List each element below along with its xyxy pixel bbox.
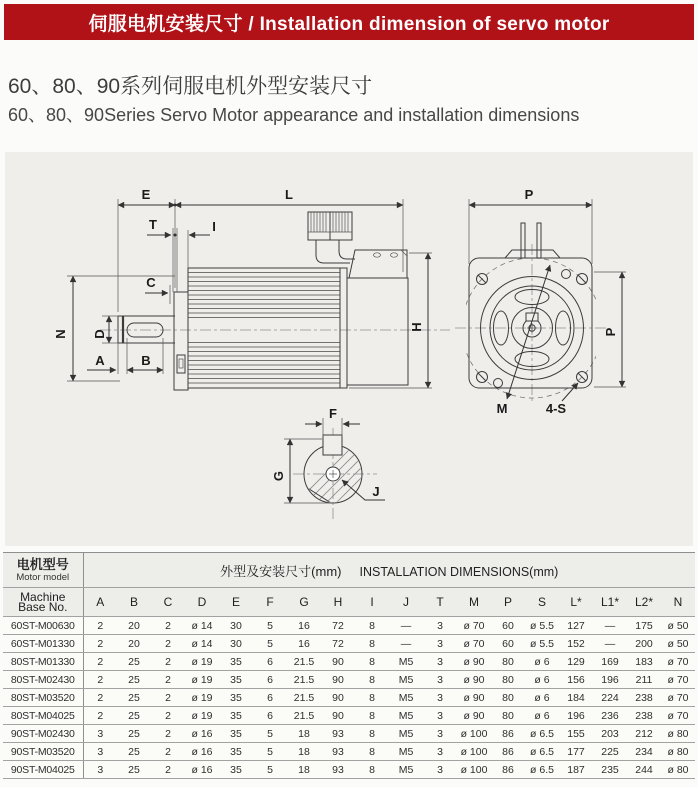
cell-value: M5 bbox=[389, 743, 423, 761]
cell-value: ø 5.5 bbox=[525, 635, 559, 653]
cell-value: — bbox=[389, 617, 423, 635]
cell-value: 200 bbox=[627, 635, 661, 653]
column-header-l1: L1* bbox=[593, 588, 627, 617]
cell-value: ø 90 bbox=[457, 689, 491, 707]
cell-value: 86 bbox=[491, 725, 525, 743]
dim-label-p-right: P bbox=[603, 327, 618, 337]
cell-value: 2 bbox=[83, 635, 117, 653]
cell-value: ø 14 bbox=[185, 635, 219, 653]
cell-value: 169 bbox=[593, 653, 627, 671]
cell-value: 184 bbox=[559, 689, 593, 707]
cell-model: 90ST-M03520 bbox=[3, 743, 83, 761]
cell-value: ø 6.5 bbox=[525, 725, 559, 743]
cell-value: ø 70 bbox=[661, 707, 695, 725]
cell-value: 90 bbox=[321, 671, 355, 689]
cell-value: 90 bbox=[321, 707, 355, 725]
cell-value: 93 bbox=[321, 743, 355, 761]
cell-value: ø 70 bbox=[457, 635, 491, 653]
column-header-m: M bbox=[457, 588, 491, 617]
cell-value: 30 bbox=[219, 617, 253, 635]
cell-value: 129 bbox=[559, 653, 593, 671]
cell-value: ø 5.5 bbox=[525, 617, 559, 635]
cell-value: ø 16 bbox=[185, 725, 219, 743]
column-header-s: S bbox=[525, 588, 559, 617]
dim-label-b: B bbox=[141, 353, 151, 368]
cell-value: 127 bbox=[559, 617, 593, 635]
table-header-row-1 bbox=[3, 553, 695, 588]
dim-label-l: L bbox=[285, 187, 293, 202]
cell-value: 25 bbox=[117, 707, 151, 725]
cell-value: 2 bbox=[151, 617, 185, 635]
cell-value: 2 bbox=[83, 671, 117, 689]
cell-value: ø 70 bbox=[661, 671, 695, 689]
cell-value: ø 90 bbox=[457, 707, 491, 725]
cell-value: ø 19 bbox=[185, 707, 219, 725]
dim-label-n: N bbox=[53, 329, 68, 339]
cell-value: — bbox=[593, 635, 627, 653]
cell-value: 6 bbox=[253, 689, 287, 707]
cell-value: ø 80 bbox=[661, 743, 695, 761]
cell-value: 2 bbox=[83, 653, 117, 671]
dimensions-title bbox=[83, 553, 695, 588]
table-row bbox=[3, 689, 695, 707]
cell-value: ø 100 bbox=[457, 743, 491, 761]
cell-value: ø 19 bbox=[185, 671, 219, 689]
cell-value: 3 bbox=[83, 761, 117, 779]
cell-value: 6 bbox=[253, 671, 287, 689]
cell-value: 25 bbox=[117, 761, 151, 779]
cell-value: M5 bbox=[389, 671, 423, 689]
cell-value: 244 bbox=[627, 761, 661, 779]
dim-label-f: F bbox=[329, 406, 337, 421]
cell-model: 90ST-M02430 bbox=[3, 725, 83, 743]
dim-label-t: T bbox=[149, 217, 157, 232]
cell-value: ø 90 bbox=[457, 671, 491, 689]
cell-value: 236 bbox=[593, 707, 627, 725]
column-header-d: D bbox=[185, 588, 219, 617]
cell-value: ø 14 bbox=[185, 617, 219, 635]
dim-label-h: H bbox=[409, 322, 424, 332]
column-header-f: F bbox=[253, 588, 287, 617]
cell-value: 5 bbox=[253, 635, 287, 653]
cell-value: 16 bbox=[287, 617, 321, 635]
cell-value: 72 bbox=[321, 617, 355, 635]
cell-model: 60ST-M00630 bbox=[3, 617, 83, 635]
cell-value: ø 70 bbox=[457, 617, 491, 635]
cell-value: 3 bbox=[83, 725, 117, 743]
cell-value: M5 bbox=[389, 653, 423, 671]
cell-value: ø 70 bbox=[661, 653, 695, 671]
dim-label-4s: 4-S bbox=[545, 401, 567, 416]
cell-value: 2 bbox=[151, 725, 185, 743]
cell-value: ø 80 bbox=[661, 725, 695, 743]
cell-value: 238 bbox=[627, 707, 661, 725]
cell-value: 35 bbox=[219, 725, 253, 743]
front-view-drawing bbox=[455, 187, 626, 416]
cell-value: 2 bbox=[83, 707, 117, 725]
dim-label-d: D bbox=[92, 329, 107, 339]
table-row bbox=[3, 743, 695, 761]
cell-value: 8 bbox=[355, 761, 389, 779]
cell-value: 3 bbox=[423, 707, 457, 725]
cell-value: 3 bbox=[423, 635, 457, 653]
cell-model: 80ST-M02430 bbox=[3, 671, 83, 689]
dimensions-title-en: INSTALLATION DIMENSIONS(mm) bbox=[359, 564, 559, 579]
cell-value: 3 bbox=[423, 617, 457, 635]
column-header-t: T bbox=[423, 588, 457, 617]
table-row bbox=[3, 761, 695, 779]
cell-model: 80ST-M01330 bbox=[3, 653, 83, 671]
cell-value: 8 bbox=[355, 635, 389, 653]
cell-value: 2 bbox=[83, 617, 117, 635]
drawing-panel bbox=[5, 152, 693, 546]
cell-value: ø 50 bbox=[661, 635, 695, 653]
page-title: 伺服电机安装尺寸 / Installation dimension of servo motor bbox=[88, 13, 610, 35]
subtitle-zh: 60、80、90系列伺服电机外型安装尺寸 bbox=[8, 75, 373, 98]
cell-value: 156 bbox=[559, 671, 593, 689]
shaft-end-view-drawing bbox=[257, 406, 442, 542]
cell-value: 80 bbox=[491, 671, 525, 689]
cell-value: 177 bbox=[559, 743, 593, 761]
cell-value: — bbox=[593, 617, 627, 635]
dimension-table-wrap bbox=[3, 552, 695, 779]
cell-value: 80 bbox=[491, 707, 525, 725]
cell-value: ø 6 bbox=[525, 653, 559, 671]
cell-value: 21.5 bbox=[287, 671, 321, 689]
cell-value: 2 bbox=[151, 707, 185, 725]
column-header-l2: L2* bbox=[627, 588, 661, 617]
cell-value: 2 bbox=[151, 653, 185, 671]
cell-model: 80ST-M03520 bbox=[3, 689, 83, 707]
cell-value: 234 bbox=[627, 743, 661, 761]
machine-base-header bbox=[3, 588, 83, 617]
cell-value: 93 bbox=[321, 725, 355, 743]
cell-value: 3 bbox=[423, 743, 457, 761]
motor-model-header bbox=[3, 553, 83, 588]
cell-value: — bbox=[389, 635, 423, 653]
cell-value: 2 bbox=[151, 671, 185, 689]
cell-value: ø 6 bbox=[525, 671, 559, 689]
cell-value: 187 bbox=[559, 761, 593, 779]
cell-model: 80ST-M04025 bbox=[3, 707, 83, 725]
cell-value: M5 bbox=[389, 725, 423, 743]
column-header-c: C bbox=[151, 588, 185, 617]
cell-value: 183 bbox=[627, 653, 661, 671]
dim-label-a: A bbox=[95, 353, 105, 368]
cell-value: 3 bbox=[423, 689, 457, 707]
cell-value: 60 bbox=[491, 617, 525, 635]
dimensions-title-zh: 外型及安装尺寸(mm) bbox=[220, 563, 342, 579]
cell-value: ø 80 bbox=[661, 761, 695, 779]
cell-value: ø 70 bbox=[661, 689, 695, 707]
cell-value: 72 bbox=[321, 635, 355, 653]
cell-value: 155 bbox=[559, 725, 593, 743]
cell-value: 5 bbox=[253, 743, 287, 761]
cell-value: ø 100 bbox=[457, 761, 491, 779]
column-header-e: E bbox=[219, 588, 253, 617]
technical-drawing bbox=[5, 152, 693, 546]
cell-value: 224 bbox=[593, 689, 627, 707]
cell-value: ø 16 bbox=[185, 743, 219, 761]
cell-value: ø 6 bbox=[525, 707, 559, 725]
cell-value: 25 bbox=[117, 653, 151, 671]
cell-value: 18 bbox=[287, 725, 321, 743]
cell-model: 90ST-M04025 bbox=[3, 761, 83, 779]
cell-value: ø 100 bbox=[457, 725, 491, 743]
dim-label-i: I bbox=[212, 219, 216, 234]
cell-value: ø 6.5 bbox=[525, 743, 559, 761]
table-body bbox=[3, 617, 695, 779]
cell-value: ø 6 bbox=[525, 689, 559, 707]
cell-value: 21.5 bbox=[287, 653, 321, 671]
cell-value: 86 bbox=[491, 743, 525, 761]
cell-value: 16 bbox=[287, 635, 321, 653]
cell-value: 6 bbox=[253, 707, 287, 725]
cell-value: ø 50 bbox=[661, 617, 695, 635]
cell-value: 30 bbox=[219, 635, 253, 653]
column-header-row bbox=[3, 588, 695, 617]
column-header-b: B bbox=[117, 588, 151, 617]
cell-value: 3 bbox=[83, 743, 117, 761]
cell-value: 5 bbox=[253, 761, 287, 779]
cell-value: 212 bbox=[627, 725, 661, 743]
cell-value: 35 bbox=[219, 671, 253, 689]
cell-value: ø 19 bbox=[185, 653, 219, 671]
table-row bbox=[3, 653, 695, 671]
table-row bbox=[3, 671, 695, 689]
cell-value: 8 bbox=[355, 725, 389, 743]
cell-value: 3 bbox=[423, 725, 457, 743]
dimension-table bbox=[3, 552, 695, 779]
cell-value: 20 bbox=[117, 617, 151, 635]
dim-label-e: E bbox=[141, 187, 151, 202]
cell-value: ø 6.5 bbox=[525, 761, 559, 779]
column-header-l: L* bbox=[559, 588, 593, 617]
cell-value: 18 bbox=[287, 743, 321, 761]
machine-base-line1: Machine bbox=[20, 590, 66, 604]
cell-value: 238 bbox=[627, 689, 661, 707]
cell-value: 8 bbox=[355, 707, 389, 725]
cell-value: ø 19 bbox=[185, 689, 219, 707]
side-view-drawing bbox=[53, 187, 450, 390]
cell-value: 2 bbox=[151, 761, 185, 779]
dim-label-m: M bbox=[496, 401, 508, 416]
column-header-a: A bbox=[83, 588, 117, 617]
table-row bbox=[3, 617, 695, 635]
cell-value: 5 bbox=[253, 725, 287, 743]
cell-value: 152 bbox=[559, 635, 593, 653]
cell-value: 196 bbox=[559, 707, 593, 725]
cell-value: 93 bbox=[321, 761, 355, 779]
column-header-i: I bbox=[355, 588, 389, 617]
table-row bbox=[3, 635, 695, 653]
dim-label-g: G bbox=[271, 470, 286, 482]
cell-value: 5 bbox=[253, 617, 287, 635]
cell-value: 235 bbox=[593, 761, 627, 779]
motor-model-zh: 电机型号 bbox=[16, 556, 69, 572]
cell-value: 8 bbox=[355, 653, 389, 671]
cell-value: 60 bbox=[491, 635, 525, 653]
cell-value: 25 bbox=[117, 725, 151, 743]
cell-value: 2 bbox=[151, 689, 185, 707]
cell-value: M5 bbox=[389, 689, 423, 707]
cell-value: 20 bbox=[117, 635, 151, 653]
cell-value: M5 bbox=[389, 707, 423, 725]
cell-value: 80 bbox=[491, 653, 525, 671]
cell-value: 80 bbox=[491, 689, 525, 707]
cell-value: 35 bbox=[219, 653, 253, 671]
cell-value: 3 bbox=[423, 653, 457, 671]
cell-value: 35 bbox=[219, 743, 253, 761]
cell-value: 90 bbox=[321, 689, 355, 707]
cell-value: 2 bbox=[83, 689, 117, 707]
cell-value: 8 bbox=[355, 689, 389, 707]
cell-value: 90 bbox=[321, 653, 355, 671]
column-header-g: G bbox=[287, 588, 321, 617]
cell-value: 8 bbox=[355, 671, 389, 689]
cell-value: 2 bbox=[151, 743, 185, 761]
cell-value: 6 bbox=[253, 653, 287, 671]
cell-value: 3 bbox=[423, 761, 457, 779]
table-row bbox=[3, 707, 695, 725]
cell-value: 21.5 bbox=[287, 707, 321, 725]
column-header-n: N bbox=[661, 588, 695, 617]
cell-value: 8 bbox=[355, 617, 389, 635]
cell-value: 21.5 bbox=[287, 689, 321, 707]
cell-value: 8 bbox=[355, 743, 389, 761]
dim-label-p-top: P bbox=[524, 187, 534, 202]
cell-value: 35 bbox=[219, 689, 253, 707]
cell-value: 35 bbox=[219, 761, 253, 779]
column-header-j: J bbox=[389, 588, 423, 617]
header-banner bbox=[4, 4, 694, 40]
subtitle-en: 60、80、90Series Servo Motor appearance and installation dimensions bbox=[8, 105, 580, 125]
cell-value: 3 bbox=[423, 671, 457, 689]
motor-model-en: Motor model bbox=[16, 571, 70, 583]
cell-value: 25 bbox=[117, 743, 151, 761]
cell-value: 25 bbox=[117, 671, 151, 689]
dim-label-j: J bbox=[372, 484, 380, 499]
cell-value: 35 bbox=[219, 707, 253, 725]
machine-base-line2: Base No. bbox=[18, 600, 68, 614]
cell-value: 196 bbox=[593, 671, 627, 689]
cell-value: 2 bbox=[151, 635, 185, 653]
cell-value: ø 90 bbox=[457, 653, 491, 671]
cell-value: 203 bbox=[593, 725, 627, 743]
cell-value: 225 bbox=[593, 743, 627, 761]
table-row bbox=[3, 725, 695, 743]
cell-model: 60ST-M01330 bbox=[3, 635, 83, 653]
cell-value: 18 bbox=[287, 761, 321, 779]
dim-label-c: C bbox=[146, 275, 156, 290]
cell-value: 86 bbox=[491, 761, 525, 779]
cell-value: 211 bbox=[627, 671, 661, 689]
cell-value: M5 bbox=[389, 761, 423, 779]
cell-value: ø 16 bbox=[185, 761, 219, 779]
cell-value: 175 bbox=[627, 617, 661, 635]
column-header-h: H bbox=[321, 588, 355, 617]
cell-value: 25 bbox=[117, 689, 151, 707]
column-header-p: P bbox=[491, 588, 525, 617]
